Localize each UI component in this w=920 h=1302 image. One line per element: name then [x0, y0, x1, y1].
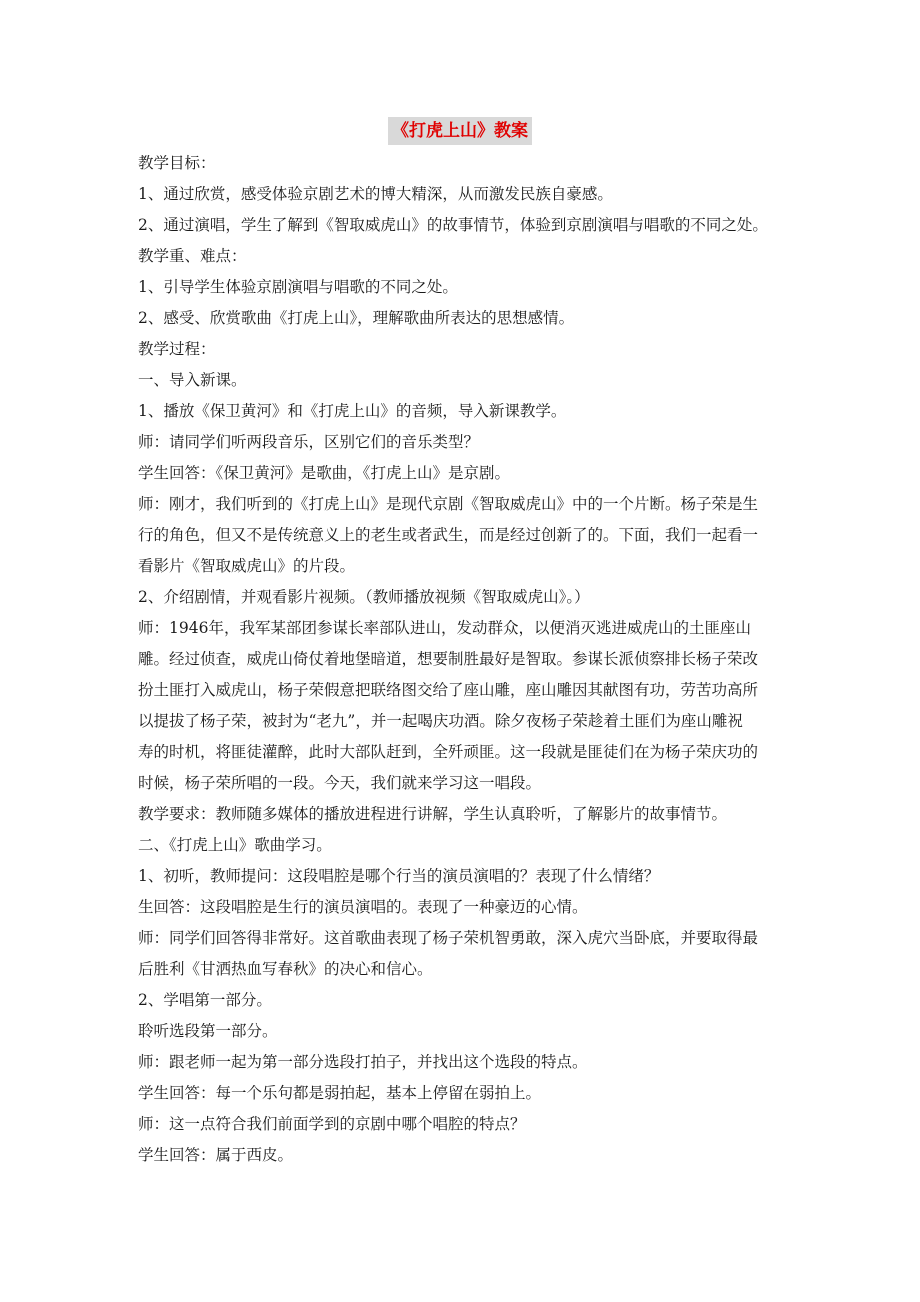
paragraph-line: 师：跟老师一起为第一部分选段打拍子，并找出这个选段的特点。	[138, 1053, 588, 1071]
paragraph-line: 教学重、难点：	[138, 247, 247, 265]
paragraph-line: 教学要求：教师随多媒体的播放进程进行讲解，学生认真聆听，了解影片的故事情节。	[138, 805, 728, 823]
title-container	[0, 117, 920, 145]
paragraph-line: 雕。经过侦查，威虎山倚仗着地堡暗道，想要制胜最好是智取。参谋长派侦察排长杨子荣改	[138, 650, 759, 668]
paragraph-line: 师：这一点符合我们前面学到的京剧中哪个唱腔的特点？	[138, 1115, 526, 1133]
paragraph-line: 师：同学们回答得非常好。这首歌曲表现了杨子荣机智勇敢，深入虎穴当卧底，并要取得最	[138, 929, 759, 947]
paragraph-line: 一、导入新课。	[138, 371, 247, 389]
paragraph-line: 以提拔了杨子荣，被封为“老九”，并一起喝庆功酒。除夕夜杨子荣趁着土匪们为座山雕祝	[138, 712, 743, 730]
document-body	[138, 148, 783, 1171]
paragraph-line: 寿的时机，将匪徒灌醉，此时大部队赶到，全歼顽匪。这一段就是匪徒们在为杨子荣庆功的	[138, 743, 759, 761]
paragraph-line: 时候，杨子荣所唱的一段。今天，我们就来学习这一唱段。	[138, 774, 542, 792]
paragraph-line: 后胜利《甘洒热血写春秋》的决心和信心。	[138, 960, 433, 978]
paragraph-line: 聆听选段第一部分。	[138, 1022, 278, 1040]
paragraph-line: 行的角色，但又不是传统意义上的老生或者武生，而是经过创新了的。下面，我们一起看一	[138, 526, 759, 544]
paragraph-line: 学生回答：每一个乐句都是弱拍起，基本上停留在弱拍上。	[138, 1084, 542, 1102]
paragraph-line: 师：请同学们听两段音乐，区别它们的音乐类型？	[138, 433, 480, 451]
document-title: 《打虎上山》教案	[388, 117, 532, 145]
paragraph-line: 1、初听，教师提问：这段唱腔是哪个行当的演员演唱的？表现了什么情绪？	[138, 867, 660, 885]
paragraph-line: 教学过程：	[138, 340, 216, 358]
paragraph-line: 师：刚才，我们听到的《打虎上山》是现代京剧《智取威虎山》中的一个片断。杨子荣是生	[138, 495, 759, 513]
paragraph-line: 学生回答：《保卫黄河》是歌曲，《打虎上山》是京剧。	[138, 464, 511, 482]
paragraph-line: 师：1946年，我军某部团参谋长率部队进山，发动群众，以便消灭逃进威虎山的土匪座山	[138, 619, 751, 637]
paragraph-line: 1、通过欣赏，感受体验京剧艺术的博大精深，从而激发民族自豪感。	[138, 185, 613, 203]
paragraph-line: 2、学唱第一部分。	[138, 991, 272, 1009]
paragraph-line: 1、播放《保卫黄河》和《打虎上山》的音频，导入新课教学。	[138, 402, 567, 420]
paragraph-line: 二、《打虎上山》歌曲学习。	[138, 836, 332, 854]
paragraph-line: 学生回答：属于西皮。	[138, 1146, 294, 1164]
paragraph-line: 2、感受、欣赏歌曲《打虎上山》，理解歌曲所表达的思想感情。	[138, 309, 575, 327]
paragraph-line: 生回答：这段唱腔是生行的演员演唱的。表现了一种豪迈的心情。	[138, 898, 588, 916]
paragraph-line: 扮土匪打入威虎山，杨子荣假意把联络图交给了座山雕，座山雕因其献图有功，劳苦功高所	[138, 681, 759, 699]
paragraph-line: 2、介绍剧情，并观看影片视频。（教师播放视频《智取威虎山》。）	[138, 588, 590, 606]
paragraph-line: 看影片《智取威虎山》的片段。	[138, 557, 356, 575]
paragraph-line: 1、引导学生体验京剧演唱与唱歌的不同之处。	[138, 278, 458, 296]
paragraph-line: 教学目标：	[138, 154, 216, 172]
paragraph-line: 2、通过演唱，学生了解到《智取威虎山》的故事情节，体验到京剧演唱与唱歌的不同之处。	[138, 216, 768, 234]
